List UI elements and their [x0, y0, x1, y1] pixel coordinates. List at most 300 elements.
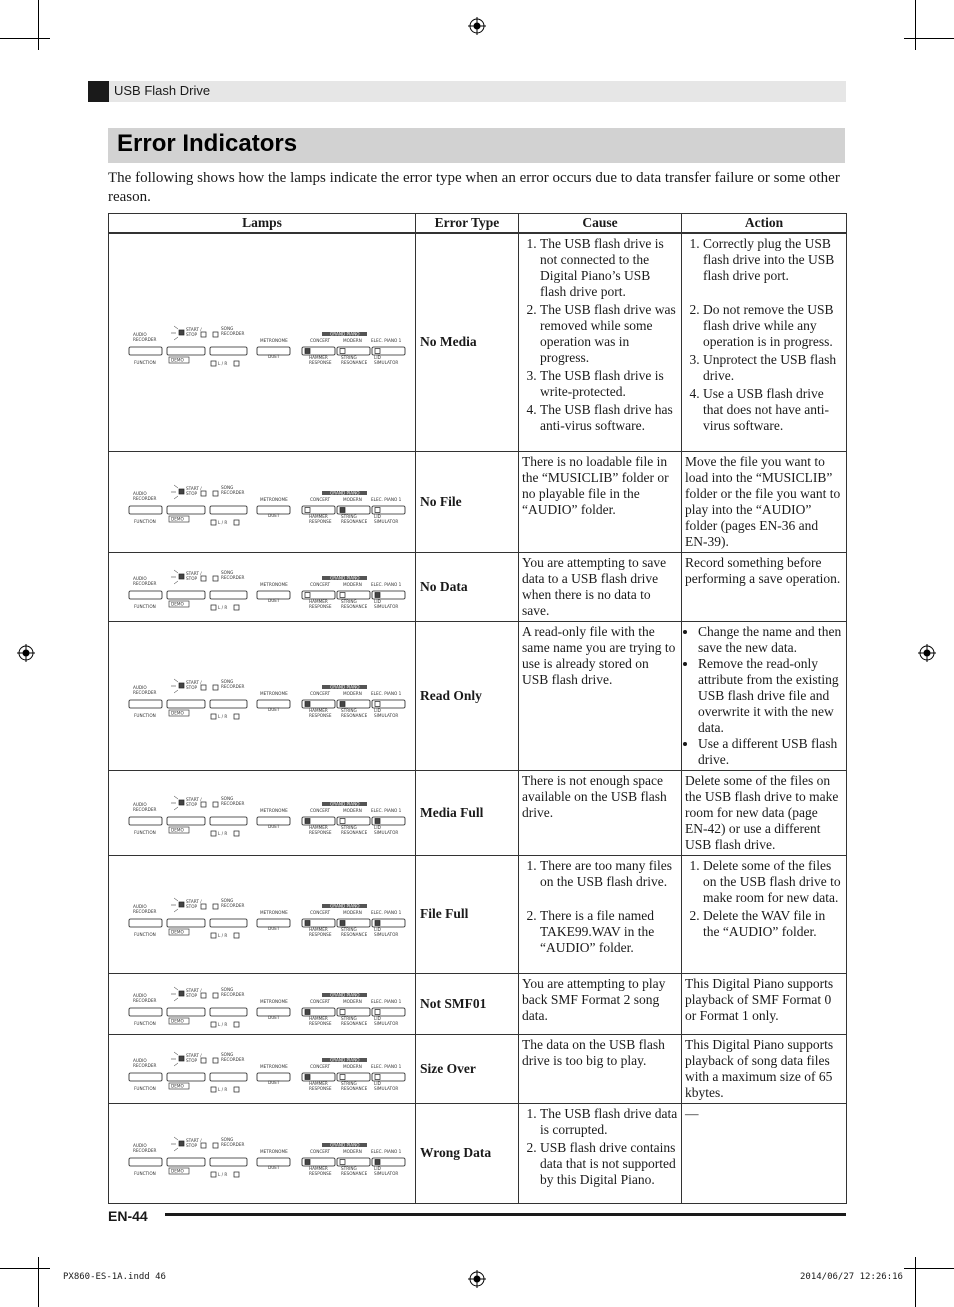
panel-button [167, 919, 205, 927]
panel-label: L / R [218, 1087, 228, 1092]
panel-label: GRAND PIANO [330, 992, 360, 998]
flashing-lamp-icon [171, 570, 178, 584]
panel-label: RECORDER [133, 807, 157, 812]
lamp-panel-illustration [112, 887, 412, 942]
lamp-icon [234, 831, 239, 836]
panel-label: START / [186, 326, 202, 332]
panel-button [129, 817, 162, 825]
lamp-icon [305, 593, 310, 598]
lamp-lit-icon [179, 683, 184, 688]
panel-label: SIMULATOR [374, 713, 399, 718]
lamp-lit-icon [375, 593, 380, 598]
panel-label: SIMULATOR [374, 359, 399, 365]
panel-label: RESONANCE [341, 830, 368, 835]
panel-label: STRING [341, 1081, 357, 1086]
panel-label: RECORDER [133, 496, 157, 501]
error-type: Size Over [416, 1034, 519, 1103]
panel-label: ELEC. PIANO 1 [371, 582, 402, 587]
panel-label: RESONANCE [341, 931, 368, 937]
panel-label: RESPONSE [309, 604, 332, 609]
panel-label: STRING [341, 1016, 357, 1021]
list-item: 1. The USB flash drive is not connected to the Digital Piano’s USB flash drive port. [540, 236, 678, 300]
crop-mark [915, 1257, 916, 1307]
panel-label: DEMO [171, 1018, 184, 1024]
cause-cell: You are attempting to play back SMF Format 2 song data. [519, 973, 682, 1034]
lamp-lit-icon [179, 574, 184, 579]
lamp-lit-icon [305, 1010, 310, 1015]
error-type: No Media [416, 233, 519, 451]
panel-label: DEMO [171, 710, 184, 716]
registration-mark-icon [468, 17, 486, 35]
panel-label: ELEC. PIANO 1 [371, 909, 402, 915]
panel-label: HAMMER [309, 514, 328, 519]
list-item: • Change the name and then save the new data. [698, 624, 843, 656]
panel-label: RESPONSE [309, 1086, 332, 1091]
lamp-icon [213, 1058, 218, 1063]
list-item: 2. Delete the WAV file in the “AUDIO” folder. [703, 908, 843, 940]
panel-label: DEMO [171, 516, 184, 522]
flashing-lamp-icon [171, 326, 178, 340]
lamp-lit-icon [179, 489, 184, 494]
list-item: 1. Delete some of the files on the USB flash drive to make room for new data. [703, 858, 843, 906]
panel-label: SIMULATOR [374, 519, 399, 524]
panel-label: CONCERT [310, 808, 331, 813]
panel-label: STOP [186, 1142, 198, 1148]
crop-mark [904, 1268, 954, 1269]
panel-button [129, 506, 162, 514]
panel-label: STOP [186, 331, 198, 337]
lamp-lit-icon [375, 1159, 380, 1164]
panel-label: SIMULATOR [374, 604, 399, 609]
column-header: Action [682, 214, 847, 234]
cause-cell: There is not enough space available on the USB flash drive. [519, 770, 682, 855]
panel-label: STRING [341, 926, 357, 932]
lamp-panel-cell [109, 233, 416, 451]
page-title-bar [108, 128, 845, 163]
panel-label: RECORDER [221, 992, 245, 997]
table-row [109, 1103, 847, 1203]
panel-label: LID [374, 514, 381, 519]
panel-label: FUNCTION [134, 1170, 156, 1176]
table-row [109, 855, 847, 973]
panel-label: MODERN [343, 1148, 362, 1154]
action-cell [682, 233, 847, 451]
panel-label: RECORDER [221, 575, 245, 580]
panel-label: L / R [218, 360, 228, 366]
lamp-panel-illustration [112, 315, 412, 370]
panel-label: STRING [341, 1165, 357, 1171]
panel-label: MODERN [343, 999, 362, 1004]
panel-label: DUET [268, 1080, 280, 1085]
panel-label: HAMMER [309, 708, 328, 713]
lamp-icon [234, 1087, 239, 1092]
list-item: 1. The USB flash drive data is corrupted. [540, 1106, 678, 1138]
panel-label: RESPONSE [309, 519, 332, 524]
cause-cell: A read-only file with the same name you are trying to use is already stored on USB flash drive. [519, 621, 682, 770]
lamp-icon [211, 1087, 216, 1092]
panel-label: LID [374, 926, 381, 932]
list-item: 3. Unprotect the USB flash drive. [703, 352, 843, 384]
lamp-icon [234, 1172, 239, 1177]
panel-label: CONCERT [310, 909, 331, 915]
page-title: Error Indicators [117, 130, 298, 157]
panel-label: RESPONSE [309, 1170, 332, 1176]
lamp-lit-icon [305, 1159, 310, 1164]
panel-label: METRONOME [260, 582, 288, 587]
panel-label: LID [374, 599, 381, 604]
panel-label: STRING [341, 708, 357, 713]
lamp-icon [305, 508, 310, 513]
registration-mark-icon [918, 644, 936, 662]
panel-button [210, 506, 247, 514]
error-type: Wrong Data [416, 1103, 519, 1203]
panel-label: AUDIO [133, 802, 147, 807]
lamp-icon [375, 1075, 380, 1080]
panel-button [210, 347, 247, 355]
panel-label: DUET [268, 925, 280, 931]
panel-label: DUET [268, 513, 280, 518]
list-item: 1. Correctly plug the USB flash drive into the USB flash drive port. [703, 236, 843, 284]
panel-label: DEMO [171, 1168, 184, 1173]
lamp-icon [211, 605, 216, 610]
panel-label: STRING [341, 599, 357, 604]
panel-label: GRAND PIANO [330, 575, 360, 581]
panel-button [129, 591, 162, 599]
panel-label: DEMO [171, 827, 184, 833]
lamp-icon [201, 802, 206, 807]
action-cell: This Digital Piano supports playback of SMF Format 0 or Format 1 only. [682, 973, 847, 1034]
lamp-icon [375, 348, 380, 353]
error-type: Media Full [416, 770, 519, 855]
panel-label: MODERN [343, 909, 362, 915]
panel-label: START / [186, 1053, 202, 1058]
panel-label: SONG [221, 485, 234, 490]
panel-label: ELEC. PIANO 1 [371, 1064, 402, 1069]
lamp-lit-icon [340, 920, 345, 925]
crop-mark [0, 38, 50, 39]
lamp-panel-illustration [112, 976, 412, 1031]
panel-label: METRONOME [260, 999, 288, 1004]
panel-label: DUET [268, 824, 280, 829]
action-cell [682, 621, 847, 770]
panel-label: AUDIO [133, 491, 147, 496]
lamp-icon [211, 1022, 216, 1027]
panel-label: RESPONSE [309, 359, 332, 365]
panel-button [129, 347, 162, 355]
lamp-lit-icon [179, 800, 184, 805]
section-marker [88, 81, 109, 102]
panel-label: METRONOME [260, 909, 288, 915]
lamp-panel-cell [109, 855, 416, 973]
panel-label: SONG [221, 796, 234, 801]
panel-label: START / [186, 680, 202, 685]
lamp-icon [213, 993, 218, 998]
panel-label: DUET [268, 707, 280, 712]
panel-button [210, 919, 247, 927]
flashing-lamp-icon [171, 796, 178, 810]
panel-label: START / [186, 571, 202, 576]
panel-label: RESONANCE [341, 604, 368, 609]
lamp-icon [340, 1010, 345, 1015]
panel-label: STOP [186, 576, 198, 581]
panel-button [210, 1073, 247, 1081]
panel-label: LID [374, 1165, 381, 1171]
panel-button [167, 817, 205, 825]
page-number: EN-44 [108, 1208, 148, 1224]
panel-label: SONG [221, 1136, 234, 1142]
flashing-lamp-icon [171, 987, 178, 1001]
error-type: Not SMF01 [416, 973, 519, 1034]
crop-mark [38, 0, 39, 50]
section-header [88, 81, 846, 102]
panel-label: RESONANCE [341, 1086, 368, 1091]
flashing-lamp-icon [171, 1052, 178, 1066]
lamp-lit-icon [179, 902, 184, 907]
flashing-lamp-icon [171, 898, 178, 912]
column-header: Error Type [416, 214, 519, 234]
lamp-icon [234, 361, 239, 366]
crop-mark [915, 0, 916, 50]
lamp-lit-icon [179, 1056, 184, 1061]
registration-mark-icon [468, 1270, 486, 1288]
panel-label: DUET [268, 598, 280, 603]
crop-mark [904, 38, 954, 39]
panel-label: MODERN [343, 691, 362, 696]
slug-filename: PX860-ES-1A.indd 46 [63, 1272, 166, 1282]
lamp-panel-illustration [112, 474, 412, 529]
lamp-icon [234, 933, 239, 938]
panel-label: AUDIO [133, 903, 147, 909]
flashing-lamp-icon [171, 1137, 178, 1151]
panel-label: SIMULATOR [374, 931, 399, 937]
lamp-icon [340, 593, 345, 598]
panel-label: METRONOME [260, 691, 288, 696]
panel-label: SONG [221, 679, 234, 684]
table-row [109, 621, 847, 770]
lamp-icon [201, 685, 206, 690]
panel-button [210, 700, 247, 708]
lamp-panel-cell [109, 621, 416, 770]
panel-label: FUNCTION [134, 359, 156, 365]
error-table [108, 213, 847, 1204]
panel-label: RECORDER [221, 684, 245, 689]
lamp-panel-illustration [112, 1041, 412, 1096]
panel-label: ELEC. PIANO 1 [371, 808, 402, 813]
panel-label: RECORDER [221, 330, 245, 336]
panel-button [167, 1008, 205, 1016]
cause-cell [519, 1103, 682, 1203]
panel-label: STOP [186, 491, 198, 496]
list-item: • Use a different USB flash drive. [698, 736, 843, 768]
crop-mark [38, 1257, 39, 1307]
panel-label: STOP [186, 993, 198, 998]
panel-label: ELEC. PIANO 1 [371, 497, 402, 502]
lamp-icon [340, 348, 345, 353]
lamp-icon [213, 1143, 218, 1148]
panel-label: GRAND PIANO [330, 684, 360, 690]
lamp-lit-icon [375, 819, 380, 824]
panel-label: RECORDER [133, 336, 157, 342]
panel-label: SIMULATOR [374, 1021, 399, 1026]
lamp-icon [340, 819, 345, 824]
panel-button [210, 1158, 247, 1166]
panel-label: ELEC. PIANO 1 [371, 1148, 402, 1154]
panel-label: HAMMER [309, 1016, 328, 1021]
panel-label: STOP [186, 802, 198, 807]
panel-label: RECORDER [221, 490, 245, 495]
panel-label: AUDIO [133, 993, 147, 998]
panel-label: FUNCTION [134, 519, 156, 524]
panel-button [129, 1008, 162, 1016]
lamp-icon [213, 802, 218, 807]
lamp-icon [234, 1022, 239, 1027]
action-cell: Record something before performing a save operation. [682, 552, 847, 621]
lamp-icon [340, 1159, 345, 1164]
panel-label: RECORDER [221, 902, 245, 908]
panel-label: LID [374, 1016, 381, 1021]
intro-paragraph: The following shows how the lamps indicate the error type when an error occurs due to data transfer failure or some other reason. [108, 170, 840, 205]
lamp-lit-icon [305, 1075, 310, 1080]
panel-label: START / [186, 988, 202, 993]
panel-label: ELEC. PIANO 1 [371, 337, 402, 343]
panel-label: START / [186, 1137, 202, 1143]
table-row [109, 973, 847, 1034]
panel-label: GRAND PIANO [330, 490, 360, 496]
panel-label: FUNCTION [134, 830, 156, 835]
panel-label: RECORDER [133, 998, 157, 1003]
list-item: 3. The USB flash drive is write-protected. [540, 368, 678, 400]
lamp-panel-cell [109, 973, 416, 1034]
lamp-icon [211, 1172, 216, 1177]
panel-label: RESONANCE [341, 713, 368, 718]
action-cell: Move the file you want to load into the “MUSICLIB” folder or the file you want to play into the “AUDIO” folder (pages EN-36 and EN-39). [682, 451, 847, 552]
panel-button [167, 1158, 205, 1166]
section-title: USB Flash Drive [114, 83, 211, 98]
panel-label: RESONANCE [341, 1170, 368, 1176]
panel-label: HAMMER [309, 825, 328, 830]
lamp-icon [201, 1143, 206, 1148]
panel-label: START / [186, 797, 202, 802]
lamp-icon [375, 1010, 380, 1015]
list-item: 2. Do not remove the USB flash drive while any operation is in progress. [703, 302, 843, 350]
panel-button [129, 919, 162, 927]
lamp-lit-icon [375, 920, 380, 925]
panel-label: L / R [218, 605, 228, 610]
panel-label: SONG [221, 570, 234, 575]
panel-label: RESONANCE [341, 519, 368, 524]
error-type: No File [416, 451, 519, 552]
panel-label: DUET [268, 1164, 280, 1170]
panel-label: SIMULATOR [374, 1086, 399, 1091]
panel-button [167, 591, 205, 599]
action-cell [682, 855, 847, 973]
flashing-lamp-icon [171, 485, 178, 499]
panel-label: STOP [186, 903, 198, 909]
lamp-lit-icon [305, 819, 310, 824]
lamp-icon [201, 332, 206, 337]
panel-label: GRAND PIANO [330, 801, 360, 807]
registration-mark-icon [17, 644, 35, 662]
panel-label: GRAND PIANO [330, 1057, 360, 1063]
lamp-lit-icon [305, 702, 310, 707]
panel-label: STRING [341, 514, 357, 519]
panel-label: RESPONSE [309, 713, 332, 718]
panel-label: CONCERT [310, 582, 331, 587]
panel-label: START / [186, 486, 202, 491]
action-cell: — [682, 1103, 847, 1203]
panel-label: FUNCTION [134, 931, 156, 937]
action-cell: Delete some of the files on the USB flash drive to make room for new data (page EN-42) or use a different USB flash drive. [682, 770, 847, 855]
panel-button [210, 1008, 247, 1016]
slug-timestamp: 2014/06/27 12:26:16 [800, 1272, 903, 1282]
panel-button [167, 506, 205, 514]
panel-label: SIMULATOR [374, 1170, 399, 1176]
panel-label: AUDIO [133, 576, 147, 581]
lamp-icon [211, 714, 216, 719]
panel-button [167, 347, 205, 355]
list-item: 1. There are too many files on the USB flash drive. [540, 858, 678, 890]
panel-label: L / R [218, 932, 228, 938]
table-row [109, 770, 847, 855]
lamp-panel-cell [109, 770, 416, 855]
lamp-icon [211, 361, 216, 366]
lamp-icon [213, 332, 218, 337]
lamp-lit-icon [305, 920, 310, 925]
lamp-panel-illustration [112, 668, 412, 723]
lamp-icon [201, 993, 206, 998]
list-item: • Remove the read-only attribute from the existing USB flash drive file and overwrite it with the new data. [698, 656, 843, 736]
panel-label: RECORDER [221, 801, 245, 806]
panel-button [129, 700, 162, 708]
lamp-icon [213, 904, 218, 909]
panel-label: LID [374, 708, 381, 713]
lamp-icon [234, 605, 239, 610]
panel-label: RECORDER [133, 1147, 157, 1153]
table-row [109, 1034, 847, 1103]
panel-label: RECORDER [221, 1057, 245, 1062]
lamp-icon [234, 520, 239, 525]
lamp-panel-illustration [112, 559, 412, 614]
panel-label: DEMO [171, 357, 184, 363]
panel-label: HAMMER [309, 926, 328, 932]
panel-label: SONG [221, 987, 234, 992]
cause-cell: The data on the USB flash drive is too big to play. [519, 1034, 682, 1103]
panel-label: FUNCTION [134, 713, 156, 718]
panel-label: START / [186, 898, 202, 904]
lamp-icon [213, 576, 218, 581]
panel-label: RESPONSE [309, 830, 332, 835]
panel-label: HAMMER [309, 599, 328, 604]
lamp-icon [201, 1058, 206, 1063]
panel-label: LID [374, 1081, 381, 1086]
panel-label: SONG [221, 1052, 234, 1057]
panel-label: MODERN [343, 497, 362, 502]
lamp-panel-cell [109, 552, 416, 621]
panel-label: STOP [186, 685, 198, 690]
lamp-lit-icon [340, 508, 345, 513]
panel-label: RECORDER [133, 1063, 157, 1068]
panel-label: MODERN [343, 808, 362, 813]
lamp-panel-cell [109, 1103, 416, 1203]
panel-button [129, 1158, 162, 1166]
crop-mark [0, 1268, 50, 1269]
panel-label: MODERN [343, 582, 362, 587]
cause-cell [519, 233, 682, 451]
panel-label: L / R [218, 714, 228, 719]
lamp-icon [234, 714, 239, 719]
lamp-icon [211, 933, 216, 938]
panel-label: LID [374, 354, 381, 360]
